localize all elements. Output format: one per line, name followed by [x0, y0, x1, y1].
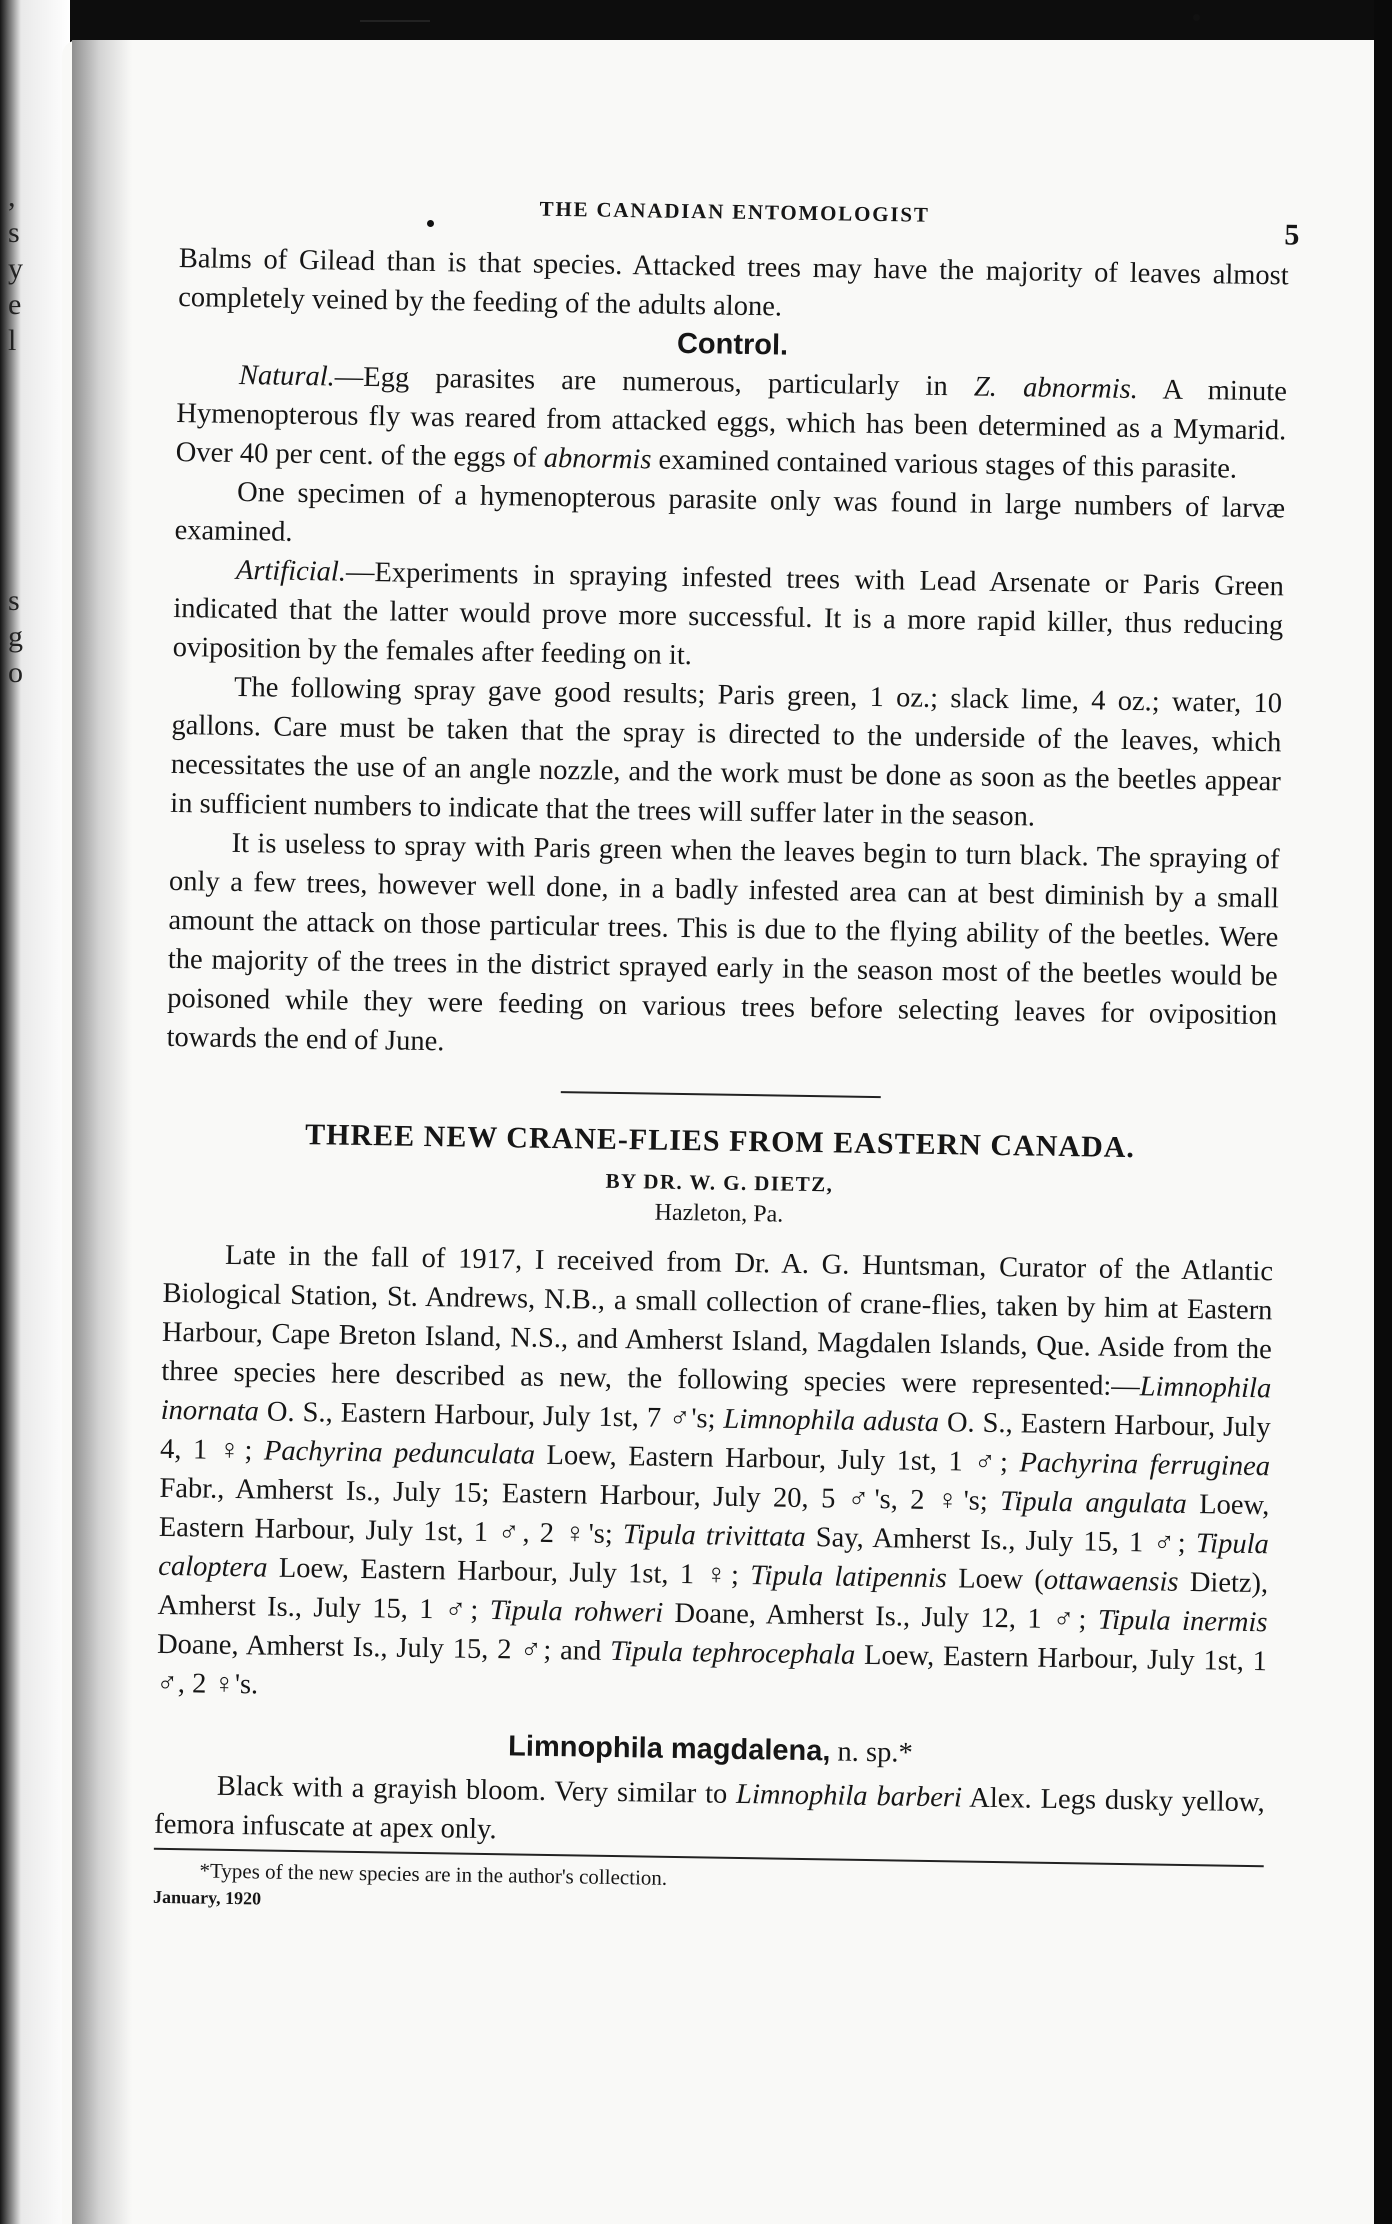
body-text: Black with a grayish bloom. Very similar to	[216, 1770, 737, 1810]
species-name: ottawaensis	[1043, 1564, 1179, 1598]
species-name: Pachyrina pedunculata	[263, 1435, 536, 1471]
new-species-name: Limnophila magdalena,	[507, 1730, 831, 1768]
margin-bleed-through	[0, 0, 70, 2224]
issue-date: January, 1920	[152, 1886, 262, 1909]
footnote: *Types of the new species are in the author's collection.	[199, 1858, 668, 1890]
species-description	[154, 1766, 1265, 1861]
natural-control-paragraph	[175, 355, 1287, 489]
artificial-text: —Experiments in spraying infested trees with Lead Arsenate or Paris Green indicated that the latter would prove more successful. It is a more rapid killer, thus reducing oviposition by the females after feeding on it.	[172, 556, 1285, 672]
byline: BY DR. W. G. DIETZ,	[605, 1168, 834, 1197]
body-text: Loew, Eastern Harbour, July 1st, 1 ♀;	[267, 1552, 751, 1592]
running-title: THE CANADIAN ENTOMOLOGIST	[539, 196, 930, 227]
useless-paragraph: It is useless to spray with Paris green when the leaves begin to turn black. The spraying of only a few trees, however well done, in a badly infested area can at best diminish by a small amount the attack on those particular trees. This is due to the flying ability of the beetles. Were the majority of the trees in the district sprayed early in the season most of the beetles would be poisoned while they were feeding on various trees before selecting leaves for oviposition towards the end of June.	[166, 827, 1280, 1058]
body-text: Late in the fall of 1917, I received from Dr. A. G. Huntsman, Curator of the Atlantic Biological Station, St. Andrews, N.B., a small collection of crane-flies, taken by him at Eastern Harbour, Cape Breton Island, N.S., and Amherst Island, Magdalen Islands, Que. Aside from the three species here described as new, the following species were represented:—	[161, 1239, 1274, 1403]
author-location: Hazleton, Pa.	[654, 1199, 784, 1228]
body-text: Fabr., Amherst Is., July 15; Eastern Harbour, July 20, 5 ♂'s, 2 ♀'s;	[159, 1472, 1001, 1518]
species-name: Tipula trivittata	[622, 1519, 806, 1553]
spray-paragraph: The following spray gave good results; Paris green, 1 oz.; slack lime, 4 oz.; water, 10 gallons. Care must be taken that the spray is directed to the underside of the leaves, which necessitates the use of an angle nozzle, and the work must be done as soon as the beetles appear in sufficient numbers to indicate that the trees will suffer later in the season.	[170, 671, 1283, 833]
species-name: Tipula rohweri	[489, 1595, 664, 1629]
margin-mark: e	[8, 288, 22, 321]
species-name: Limnophila barberi	[735, 1778, 963, 1814]
margin-mark: l	[8, 324, 17, 357]
species-name: Limnophila adusta	[723, 1403, 940, 1439]
margin-mark: y	[8, 252, 23, 285]
species-name: Tipula latipennis	[750, 1560, 948, 1595]
species-name: Pachyrina ferruginea	[1019, 1447, 1271, 1483]
body-text: Loew, Eastern Harbour, July 1st, 1 ♂, 2 ♀'s;	[158, 1488, 1270, 1551]
article-title: THREE NEW CRANE-FLIES FROM EASTERN CANADA.	[304, 1118, 1136, 1165]
natural-label: Natural.	[238, 359, 336, 393]
artificial-control-paragraph	[172, 550, 1284, 684]
natural-text: A minute Hymenopterous fly was reared from attacked eggs, which has been determined as a Mymarid. Over 40 per cent. of the eggs of	[175, 374, 1288, 474]
page-edge-shadow	[1374, 0, 1392, 2224]
body-text: Loew, Eastern Harbour, July 1st, 1 ♂;	[534, 1439, 1020, 1479]
film-scratch	[360, 20, 430, 22]
section-divider	[561, 1091, 881, 1098]
body-text: Doane, Amherst Is., July 12, 1 ♂;	[662, 1597, 1099, 1636]
species-name: abnormis	[543, 442, 652, 476]
margin-mark: o	[8, 656, 23, 689]
natural-text: —Egg parasites are numerous, particularly in	[334, 361, 975, 403]
natural-text: examined contained various stages of this parasite.	[651, 444, 1238, 485]
body-text: Dietz), Amherst Is., July 15, 1 ♂;	[157, 1566, 1269, 1627]
body-text: O. S., Eastern Harbour, July 1st, 7 ♂'s;	[258, 1396, 724, 1435]
body-text: Loew (	[946, 1563, 1045, 1596]
new-species-suffix: n. sp.*	[830, 1736, 914, 1769]
specimen-paragraph: One specimen of a hymenopterous parasite only was found in large numbers of larvæ examined.	[174, 476, 1286, 548]
species-name: Tipula tephrocephala	[609, 1635, 856, 1671]
body-text: Loew, Eastern Harbour, July 1st, 1 ♂, 2 ♀'s.	[156, 1639, 1268, 1701]
page-content	[152, 185, 1300, 1927]
margin-mark: s	[8, 216, 20, 249]
page-number: 5	[1284, 218, 1300, 252]
species-name: Limnophila inornata	[160, 1371, 1272, 1428]
body-text: O. S., Eastern Harbour, July 4, 1 ♀;	[159, 1407, 1271, 1467]
section-heading: Control.	[676, 327, 789, 362]
body-text: Say, Amherst Is., July 15, 1 ♂;	[805, 1521, 1197, 1560]
body-text: Doane, Amherst Is., July 15, 2 ♂; and	[156, 1628, 611, 1667]
artificial-label: Artificial.	[235, 554, 347, 588]
margin-mark: ,	[8, 180, 16, 213]
species-name: Tipula caloptera	[158, 1528, 1270, 1584]
margin-mark: s	[8, 584, 20, 617]
film-speck	[1193, 14, 1200, 21]
collection-paragraph	[156, 1235, 1273, 1720]
margin-mark: g	[8, 620, 23, 653]
species-name: Tipula inermis	[1097, 1604, 1268, 1639]
species-name: Z. abnormis.	[973, 371, 1139, 406]
species-name: Tipula angulata	[999, 1486, 1188, 1520]
intro-paragraph: Balms of Gilead than is that species. Attacked trees may have the majority of leaves almost completely veined by the feeding of the adults alone.	[177, 242, 1289, 323]
body-text: Alex. Legs dusky yellow, femora infuscate at apex only.	[154, 1782, 1265, 1846]
